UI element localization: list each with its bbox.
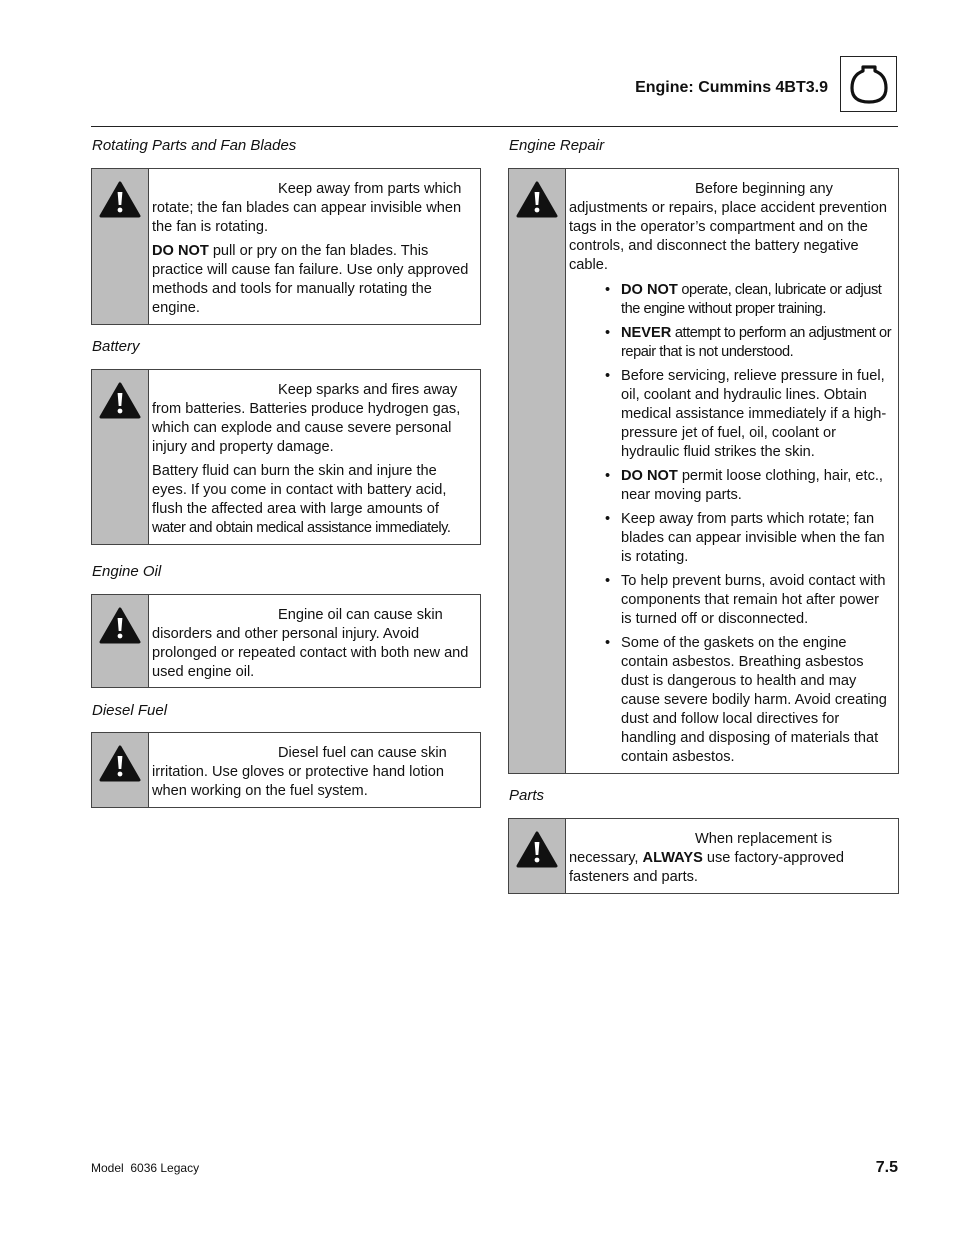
section-title-engine-repair: Engine Repair — [509, 137, 605, 154]
warning-box-diesel-fuel — [91, 732, 481, 808]
warning-triangle-icon — [516, 181, 558, 219]
warning-paragraph-tail: water and obtain medical assistance immediately. — [152, 520, 451, 536]
list-item — [621, 281, 892, 319]
list-item — [621, 324, 892, 362]
warning-triangle-icon — [516, 831, 558, 869]
list-item-text: Before servicing, relieve pressure in fuel, oil, coolant and hydraulic lines. Obtain medical assistance immediately if a high-pressure jet of fuel, oil, coolant or hydraulic fluid strikes the skin. — [621, 368, 887, 460]
bold-emphasis: ALWAYS — [642, 850, 703, 866]
warning-box-battery — [91, 369, 481, 545]
list-item — [621, 634, 892, 767]
list-item-text: attempt to perform an adjustment or repair that is not understood. — [621, 325, 892, 360]
bold-emphasis: DO NOT — [152, 243, 209, 259]
warning-paragraph-tail: use factory-approved fasteners and parts. — [569, 850, 844, 885]
warning-triangle-icon — [99, 745, 141, 783]
list-item — [621, 467, 892, 505]
warning-paragraph: Engine oil can cause skin disorders and other personal injury. Avoid prolonged or repeated contact with both new and used engine oil. — [152, 607, 469, 680]
warning-bar — [92, 169, 149, 324]
warning-triangle-icon — [99, 382, 141, 420]
list-item-text: Keep away from parts which rotate; fan blades can appear invisible when the fan is rotating. — [621, 511, 885, 565]
footer-model: Model 6036 Legacy — [91, 1161, 200, 1175]
warning-bar — [92, 370, 149, 544]
bold-emphasis: NEVER — [621, 325, 672, 341]
list-item-text: operate, clean, lubricate or adjust the engine without proper training. — [621, 282, 882, 317]
section-title-diesel-fuel: Diesel Fuel — [92, 702, 168, 719]
list-item-text: To help prevent burns, avoid contact with components that remain hot after power is turned off or disconnected. — [621, 573, 886, 627]
warning-triangle-icon — [99, 181, 141, 219]
warning-text — [152, 606, 474, 687]
warning-bar — [509, 169, 566, 773]
bold-emphasis: DO NOT — [621, 282, 678, 298]
warning-text — [569, 180, 892, 772]
list-item — [621, 367, 892, 462]
warning-box-rotating-parts — [91, 168, 481, 325]
warning-bar — [92, 733, 149, 807]
warning-box-parts — [508, 818, 899, 894]
warning-paragraph: Battery fluid can burn the skin and injure the eyes. If you come in contact with battery acid, flush the affected area with large amounts of — [152, 463, 447, 517]
list-item — [621, 572, 892, 629]
section-title-engine-oil: Engine Oil — [92, 563, 162, 580]
precaution-list — [569, 281, 892, 767]
page-number: 7.5 — [875, 1159, 898, 1176]
warning-bar — [509, 819, 566, 893]
warning-paragraph: When replacement is necessary, — [569, 831, 833, 866]
list-item — [621, 510, 892, 567]
warning-paragraph: Diesel fuel can cause skin irritation. Use gloves or protective hand lotion when working on the fuel system. — [152, 745, 447, 799]
warning-paragraph: pull or pry on the fan blades. This practice will cause fan failure. Use only approved methods and tools for manually rotating the engine. — [152, 243, 469, 316]
warning-paragraph: Before beginning any adjustments or repairs, place accident prevention tags in the operator’s compartment and on the controls, and disconnect the battery negative cable. — [569, 181, 887, 273]
section-title-parts: Parts — [509, 787, 545, 804]
section-title-battery: Battery — [92, 338, 140, 355]
warning-paragraph: Keep away from parts which rotate; the fan blades can appear invisible when the fan is rotating. — [152, 181, 462, 235]
list-item-text: Some of the gaskets on the engine contain asbestos. Breathing asbestos dust is dangerous to health and may cause severe bodily harm. Avoid creating dust and follow local directives for handling and disposing of materials that contain asbestos. — [621, 635, 887, 765]
page-header-title: Engine: Cummins 4BT3.9 — [635, 79, 828, 96]
warning-text — [152, 744, 474, 806]
list-item-text: permit loose clothing, hair, etc., near moving parts. — [621, 468, 883, 503]
warning-text — [569, 830, 892, 892]
header-divider — [91, 126, 898, 127]
warning-bar — [92, 595, 149, 687]
bold-emphasis: DO NOT — [621, 468, 678, 484]
section-title-rotating-parts: Rotating Parts and Fan Blades — [92, 137, 297, 154]
warning-paragraph: Keep sparks and fires away from batteries. Batteries produce hydrogen gas, which can explode and cause severe personal injury and property damage. — [152, 382, 461, 455]
warning-text — [152, 180, 474, 323]
warning-box-engine-repair — [508, 168, 899, 774]
warning-text — [152, 381, 474, 543]
warning-triangle-icon — [99, 607, 141, 645]
warning-box-engine-oil — [91, 594, 481, 688]
engine-icon — [840, 56, 897, 112]
